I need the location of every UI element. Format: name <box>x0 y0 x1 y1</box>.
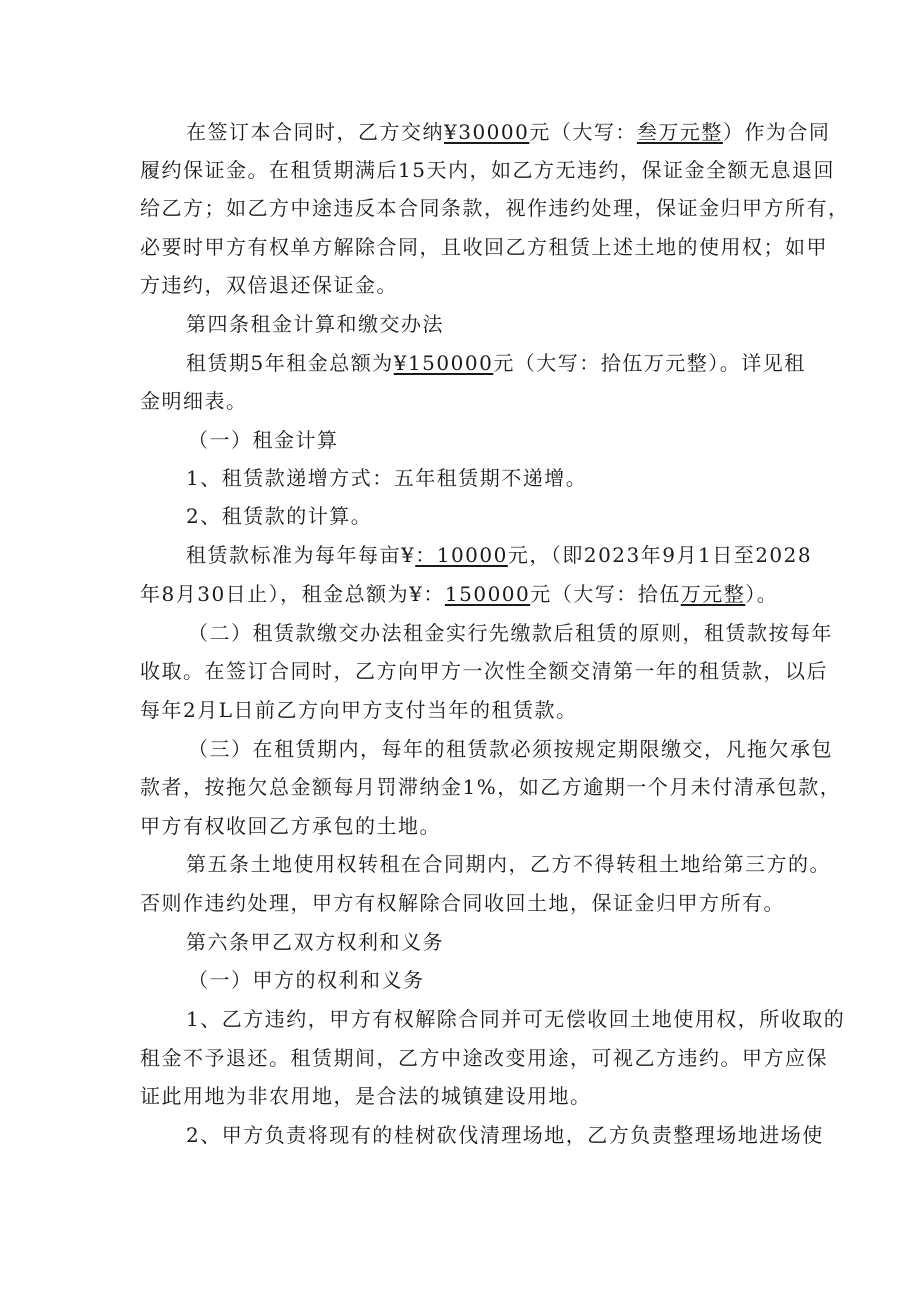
subsection-heading: （一）甲方的权利和义务 <box>188 968 425 992</box>
text-segment: 租赁款标准为每年每亩¥ <box>186 543 416 567</box>
subsection-heading: （一）租金计算 <box>188 428 339 452</box>
text-segment: ）作为合同 <box>722 120 831 144</box>
text-line: 租金不予退还。租赁期间，乙方中途改变用途，可视乙方违约。甲方应保 <box>140 1046 828 1070</box>
rent-per-mu-amount: ：10000 <box>415 543 508 567</box>
rent-total-amount: ¥150000 <box>393 351 494 375</box>
deposit-amount: ¥30000 <box>444 120 530 144</box>
text-line: 第五条土地使用权转租在合同期内，乙方不得转租土地给第三方的。 <box>186 852 831 876</box>
text-line: 否则作违约处理，甲方有权解除合同收回土地，保证金归甲方所有。 <box>140 891 785 915</box>
text-line <box>186 351 806 375</box>
text-segment: 年8月30日止），租金总额为¥： <box>140 582 445 606</box>
text-line <box>140 582 778 606</box>
text-segment: ）。 <box>745 582 779 606</box>
deposit-amount-words: 叁万元整 <box>636 120 723 144</box>
text-line <box>186 120 830 144</box>
text-line: 给乙方；如乙方中途违反本合同条款，视作违约处理，保证金归甲方所有， <box>140 196 850 220</box>
text-line: 收取。在签订合同时，乙方向甲方一次性全额交清第一年的租赁款，以后 <box>140 659 828 683</box>
text-line: 1、乙方违约，甲方有权解除合同并可无偿收回土地使用权，所收取的 <box>186 1007 846 1031</box>
text-segment: 在签订本合同时，乙方交纳 <box>186 120 444 144</box>
text-line: 1、租赁款递增方式：五年租赁期不递增。 <box>186 466 588 490</box>
text-line: 款者，按拖欠总金额每月罚滞纳金1%，如乙方逾期一个月未付清承包款， <box>140 775 842 799</box>
text-segment: 元（大写： <box>529 120 637 144</box>
text-line: 2、甲方负责将现有的桂树砍伐清理场地，乙方负责整理场地进场使 <box>186 1123 824 1147</box>
text-line: 证此用地为非农用地，是合法的城镇建设用地。 <box>140 1084 592 1108</box>
text-line: 每年2月L日前乙方向甲方支付当年的租赁款。 <box>140 698 578 722</box>
text-segment: 元，（即2023年9月1日至2028 <box>507 543 813 567</box>
text-line: （三）在租赁期内，每年的租赁款必须按规定期限缴交，凡拖欠承包 <box>188 737 833 761</box>
rent-total-amount-words: 万元整 <box>680 582 746 606</box>
text-line: （二）租赁款缴交办法租金实行先缴款后租赁的原则，租赁款按每年 <box>188 621 833 645</box>
text-line: 金明细表。 <box>140 389 248 413</box>
text-line <box>186 543 812 567</box>
section-heading: 第六条甲乙双方权利和义务 <box>186 930 444 954</box>
text-segment: 元（大写：拾伍万元整）。详见租 <box>493 351 806 375</box>
rent-total-amount: 150000 <box>444 582 531 606</box>
text-line: 必要时甲方有权单方解除合同，且收回乙方租赁上述土地的使用权；如甲 <box>140 235 828 259</box>
text-line: 2、租赁款的计算。 <box>186 504 373 528</box>
text-segment: 元（大写：拾伍 <box>530 582 681 606</box>
text-line: 方违约，双倍退还保证金。 <box>140 273 398 297</box>
section-heading: 第四条租金计算和缴交办法 <box>186 312 444 336</box>
text-line: 履约保证金。在租赁期满后15天内，如乙方无违约，保证金全额无息退回 <box>140 158 835 182</box>
text-segment: 租赁期5年租金总额为 <box>186 351 394 375</box>
text-line: 甲方有权收回乙方承包的土地。 <box>140 814 441 838</box>
